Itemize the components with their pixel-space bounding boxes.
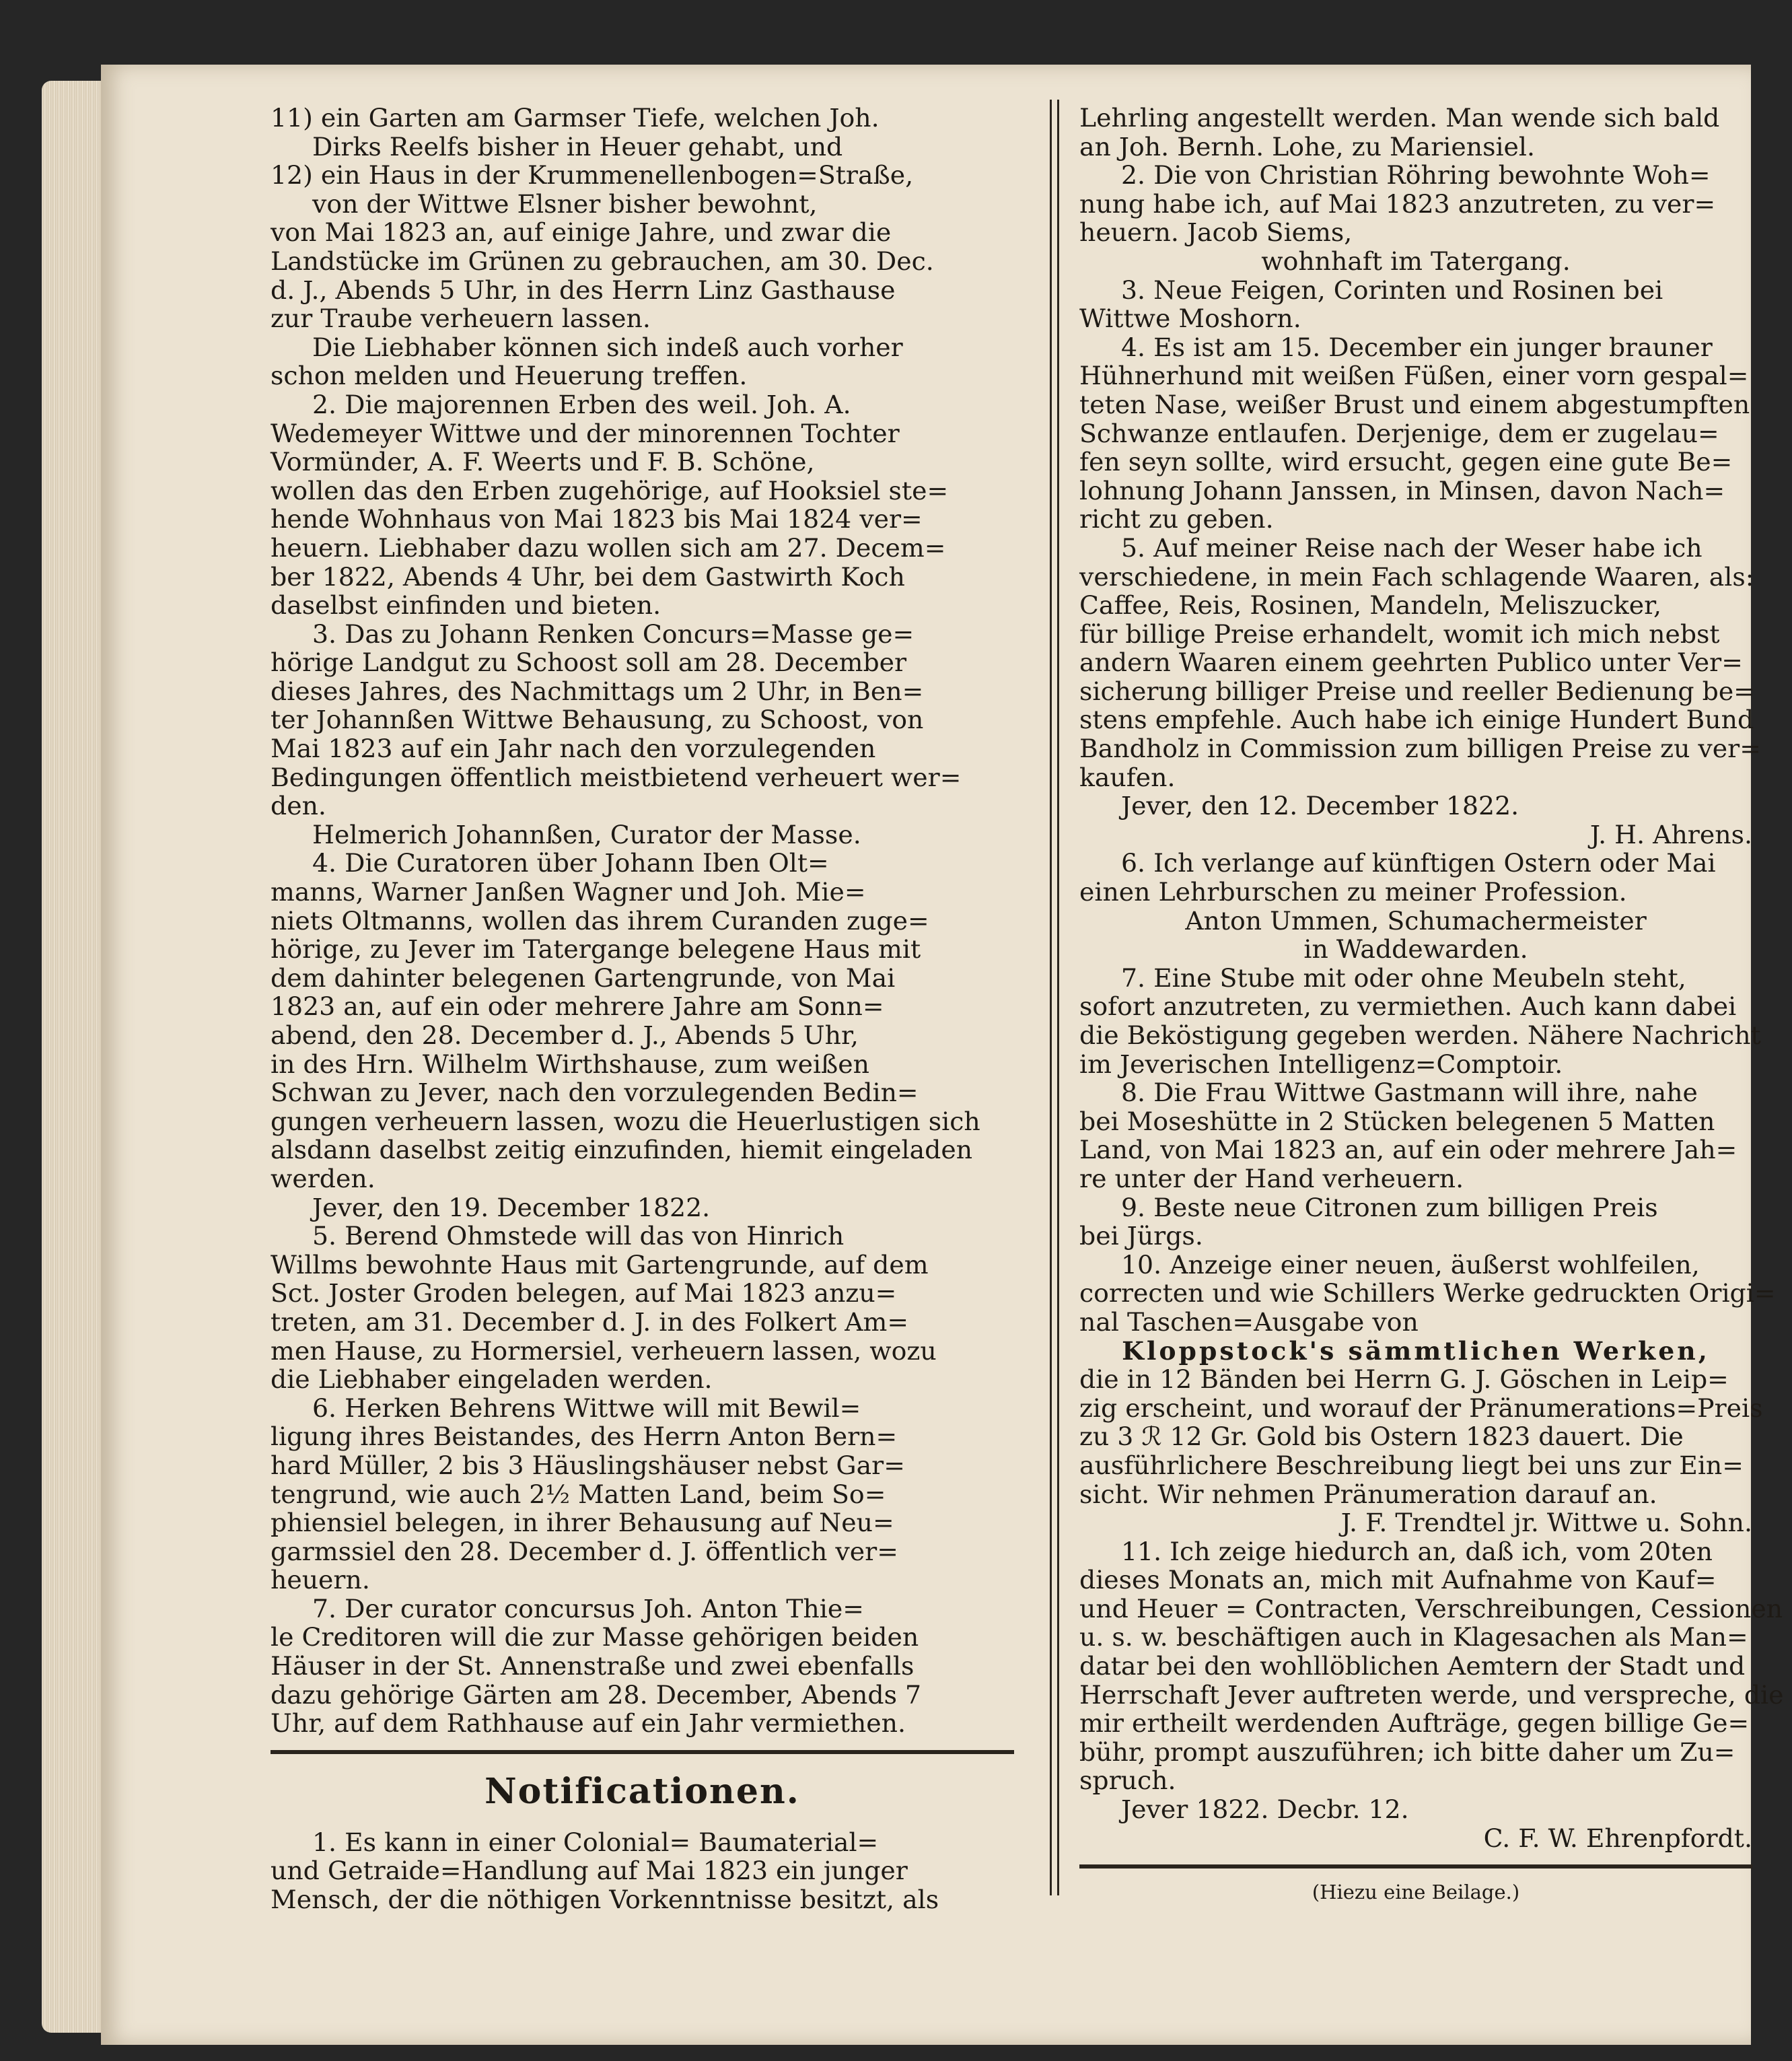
text-line: manns, Warner Janßen Wagner und Joh. Mie= <box>271 877 866 907</box>
text-line: spruch. <box>1079 1766 1176 1796</box>
text-line: teten Nase, weißer Brust und einem abgestumpften <box>1079 389 1750 419</box>
text-line: sofort anzutreten, zu vermiethen. Auch kann dabei <box>1079 991 1737 1022</box>
section-heading: Notificationen. <box>485 1770 800 1812</box>
text-line: für billige Preise erhandelt, womit ich mich nebst <box>1079 619 1720 649</box>
text-line: abend, den 28. December d. J., Abends 5 Uhr, <box>271 1020 859 1050</box>
left-column <box>271 104 1014 1914</box>
text-line: dem dahinter belegenen Gartengrunde, von Mai <box>271 963 896 993</box>
text-line: 2. Die von Christian Röhring bewohnte Woh= <box>1121 160 1711 190</box>
text-line: wohnhaft im Tatergang. <box>1261 246 1571 276</box>
text-line: Schwanze entlaufen. Derjenige, dem er zugelau= <box>1079 418 1719 448</box>
text-line: von Mai 1823 an, auf einige Jahre, und zwar die <box>271 217 892 248</box>
text-line: 7. Eine Stube mit oder ohne Meubeln steht, <box>1121 963 1686 993</box>
text-line: verschiedene, in mein Fach schlagende Waaren, als: <box>1079 561 1754 592</box>
text-line: nal Taschen=Ausgabe von <box>1079 1306 1419 1337</box>
text-line: Häuser in der St. Annenstraße und zwei ebenfalls <box>271 1651 915 1681</box>
text-line: die Beköstigung gegeben werden. Nähere Nachricht <box>1079 1020 1761 1050</box>
text-line: correcten und wie Schillers Werke gedruckten Origi= <box>1079 1278 1776 1308</box>
text-line: sicht. Wir nehmen Pränumeration darauf an. <box>1079 1479 1657 1509</box>
text-line: Hühnerhund mit weißen Füßen, einer vorn gespal= <box>1079 361 1749 391</box>
text-line: fen seyn sollte, wird ersucht, gegen eine gute Be= <box>1079 447 1733 477</box>
column-divider <box>1050 100 1059 1895</box>
text-line: zig erscheint, und worauf der Pränumerations=Preis <box>1079 1393 1763 1423</box>
text-line: Anton Ummen, Schumachermeister <box>1185 905 1647 936</box>
text-line: hard Müller, 2 bis 3 Häuslingshäuser nebst Gar= <box>271 1450 905 1480</box>
text-line: in des Hrn. Wilhelm Wirthshause, zum weißen <box>271 1049 869 1079</box>
text-line: in Waddewarden. <box>1303 934 1528 965</box>
text-line: 2. Die majorennen Erben des weil. Joh. A. <box>312 389 851 419</box>
text-line: d. J., Abends 5 Uhr, in des Herrn Linz Gasthause <box>271 275 896 305</box>
text-line: Sct. Joster Groden belegen, auf Mai 1823 anzu= <box>271 1278 897 1308</box>
text-line: stens empfehle. Auch habe ich einige Hundert Bund <box>1079 705 1754 735</box>
text-line: Wedemeyer Wittwe und der minorennen Tochter <box>271 418 900 448</box>
text-line: wollen das den Erben zugehörige, auf Hooksiel ste= <box>271 475 949 505</box>
text-line: von der Wittwe Elsner bisher bewohnt, <box>312 188 818 219</box>
text-line: dieses Jahres, des Nachmittags um 2 Uhr, in Ben= <box>271 676 924 706</box>
text-line: lohnung Johann Janssen, in Minsen, davon Nach= <box>1079 475 1725 505</box>
text-line: heuern. <box>271 1565 370 1595</box>
text-line: alsdann daselbst zeitig einzufinden, hiemit eingeladen <box>271 1135 973 1165</box>
text-line: 4. Die Curatoren über Johann Iben Olt= <box>312 848 829 878</box>
text-line: Mensch, der die nöthigen Vorkenntnisse besitzt, als <box>271 1885 939 1915</box>
right-column <box>1079 103 1784 1907</box>
text-line: nung habe ich, auf Mai 1823 anzutreten, zu ver= <box>1079 188 1716 219</box>
left-column-text-a <box>271 104 1014 1738</box>
text-line: kaufen. <box>1079 762 1176 792</box>
text-line: Caffee, Reis, Rosinen, Mandeln, Meliszucker, <box>1079 590 1662 621</box>
text-line: heuern. Liebhaber dazu wollen sich am 27. Decem= <box>271 532 946 563</box>
text-line: Lehrling angestellt werden. Man wende sich bald <box>1079 103 1720 133</box>
text-line: mir ertheilt werdenden Aufträge, gegen billige Ge= <box>1079 1708 1750 1739</box>
text-line: zur Traube verheuern lassen. <box>271 304 651 334</box>
text-line: ligung ihres Beistandes, des Herrn Anton Bern= <box>271 1422 898 1452</box>
text-line: die in 12 Bänden bei Herrn G. J. Göschen in Leip= <box>1079 1364 1729 1395</box>
text-line: an Joh. Bernh. Lohe, zu Mariensiel. <box>1079 131 1536 162</box>
text-line: J. F. Trendtel jr. Wittwe u. Sohn. <box>1340 1508 1752 1538</box>
text-line: dieses Monats an, mich mit Aufnahme von Kauf= <box>1079 1565 1717 1595</box>
right-column-text-a <box>1079 103 1784 1853</box>
left-column-text-b <box>271 1828 1014 1914</box>
text-line: 11) ein Garten am Garmser Tiefe, welchen Joh. <box>271 103 880 133</box>
text-line: im Jeverischen Intelligenz=Comptoir. <box>1079 1049 1563 1079</box>
text-line: 6. Herken Behrens Wittwe will mit Bewil= <box>312 1393 861 1423</box>
text-line: bühr, prompt auszuführen; ich bitte daher um Zu= <box>1079 1737 1735 1767</box>
text-line: ber 1822, Abends 4 Uhr, bei dem Gastwirth Koch <box>271 561 905 592</box>
text-line: tengrund, wie auch 2½ Matten Land, beim So= <box>271 1479 886 1509</box>
text-line: C. F. W. Ehrenpfordt. <box>1483 1823 1752 1853</box>
text-line: Schwan zu Jever, nach den vorzulegenden Bedin= <box>271 1078 919 1108</box>
text-line: die Liebhaber eingeladen werden. <box>271 1364 713 1395</box>
text-line: 4. Es ist am 15. December ein junger brauner <box>1121 332 1713 362</box>
text-line: Willms bewohnte Haus mit Gartengrunde, auf dem <box>271 1249 929 1280</box>
text-line: 7. Der curator concursus Joh. Anton Thie= <box>312 1593 864 1623</box>
text-line: und Getraide=Handlung auf Mai 1823 ein junger <box>271 1856 908 1886</box>
text-line: le Creditoren will die zur Masse gehörigen beiden <box>271 1622 919 1652</box>
bottom-rule <box>1079 1864 1752 1868</box>
text-line: werden. <box>271 1163 375 1193</box>
text-line: zu 3 ℛ 12 Gr. Gold bis Ostern 1823 dauert. Die <box>1079 1422 1684 1452</box>
text-line: den. <box>271 791 326 821</box>
text-line: 6. Ich verlange auf künftigen Ostern oder Mai <box>1121 848 1716 878</box>
text-line: daselbst einfinden und bieten. <box>271 590 661 621</box>
text-line: 3. Neue Feigen, Corinten und Rosinen bei <box>1121 275 1663 305</box>
text-line: einen Lehrburschen zu meiner Profession. <box>1079 877 1627 907</box>
text-line: bei Jürgs. <box>1079 1221 1203 1251</box>
text-line: Wittwe Moshorn. <box>1079 304 1301 334</box>
text-line: Jever, den 12. December 1822. <box>1121 791 1519 821</box>
text-line: hörige Landgut zu Schoost soll am 28. December <box>271 648 907 678</box>
section-rule <box>271 1750 1014 1754</box>
text-line: treten, am 31. December d. J. in des Folkert Am= <box>271 1306 909 1337</box>
text-line: Bedingungen öffentlich meistbietend verheuert wer= <box>271 762 962 792</box>
text-line: 1. Es kann in einer Colonial= Baumaterial= <box>312 1827 879 1857</box>
text-line: re unter der Hand verheuern. <box>1079 1163 1464 1193</box>
text-line: Land, von Mai 1823 an, auf ein oder mehrere Jah= <box>1079 1135 1737 1165</box>
text-line: Jever 1822. Decbr. 12. <box>1121 1794 1409 1825</box>
text-line: Herrschaft Jever auftreten werde, und verspreche, die <box>1079 1679 1784 1710</box>
footer-note: (Hiezu eine Beilage.) <box>1312 1881 1520 1904</box>
text-line: 8. Die Frau Wittwe Gastmann will ihre, nahe <box>1121 1078 1698 1108</box>
text-line: Dirks Reelfs bisher in Heuer gehabt, und <box>312 131 843 162</box>
text-line: dazu gehörige Gärten am 28. December, Abends 7 <box>271 1679 922 1710</box>
text-line: J. H. Ahrens. <box>1589 819 1752 849</box>
text-line: Die Liebhaber können sich indeß auch vorher <box>312 332 903 362</box>
text-line: datar bei den wohllöblichen Aemtern der Stadt und <box>1079 1651 1746 1681</box>
text-line: hende Wohnhaus von Mai 1823 bis Mai 1824 ver= <box>271 504 923 534</box>
text-line: Mai 1823 auf ein Jahr nach den vorzulegenden <box>271 734 876 764</box>
text-line: u. s. w. beschäftigen auch in Klagesachen als Man= <box>1079 1622 1748 1652</box>
text-line: Uhr, auf dem Rathhause auf ein Jahr vermiethen. <box>271 1708 906 1739</box>
text-line: andern Waaren einem geehrten Publico unter Ver= <box>1079 648 1743 678</box>
text-line: ausführlichere Beschreibung liegt bei uns zur Ein= <box>1079 1450 1744 1480</box>
text-line: gungen verheuern lassen, wozu die Heuerlustigen sich <box>271 1106 980 1136</box>
text-line: 11. Ich zeige hiedurch an, daß ich, vom 20ten <box>1121 1536 1713 1566</box>
text-line: heuern. Jacob Siems, <box>1079 217 1353 248</box>
text-line: 12) ein Haus in der Krummenellenbogen=Straße, <box>271 160 914 190</box>
text-line: niets Oltmanns, wollen das ihrem Curanden zuge= <box>271 905 929 936</box>
text-line: hörige, zu Jever im Tatergange belegene Haus mit <box>271 934 921 965</box>
text-line: garmssiel den 28. December d. J. öffentlich ver= <box>271 1536 898 1566</box>
text-line: sicherung billiger Preise und reeller Bedienung be= <box>1079 676 1755 706</box>
text-line: Kloppstock's sämmtlichen Werken, <box>1122 1335 1710 1366</box>
text-line: phiensiel belegen, in ihrer Behausung auf Neu= <box>271 1508 894 1538</box>
text-line: men Hause, zu Hormersiel, verheuern lassen, wozu <box>271 1335 937 1366</box>
text-line: 10. Anzeige einer neuen, äußerst wohlfeilen, <box>1121 1249 1700 1280</box>
text-line: Landstücke im Grünen zu gebrauchen, am 30. Dec. <box>271 246 934 276</box>
text-line: schon melden und Heuerung treffen. <box>271 361 748 391</box>
text-line: ter Johannßen Wittwe Behausung, zu Schoost, von <box>271 705 924 735</box>
text-line: 5. Berend Ohmstede will das von Hinrich <box>312 1221 845 1251</box>
text-line: Jever, den 19. December 1822. <box>312 1192 711 1222</box>
text-line: 9. Beste neue Citronen zum billigen Preis <box>1121 1192 1658 1222</box>
text-line: Bandholz in Commission zum billigen Preise zu ver= <box>1079 734 1761 764</box>
text-line: 1823 an, auf ein oder mehrere Jahre am Sonn= <box>271 991 884 1022</box>
text-line: 3. Das zu Johann Renken Concurs=Masse ge= <box>312 619 915 649</box>
text-line: bei Moseshütte in 2 Stücken belegenen 5 Matten <box>1079 1106 1715 1136</box>
text-line: 5. Auf meiner Reise nach der Weser habe ich <box>1121 532 1703 563</box>
text-line: Helmerich Johannßen, Curator der Masse. <box>312 819 861 849</box>
text-line: richt zu geben. <box>1079 504 1274 534</box>
text-line: und Heuer = Contracten, Verschreibungen, Cessionen <box>1079 1593 1783 1623</box>
text-line: Vormünder, A. F. Weerts und F. B. Schöne, <box>271 447 815 477</box>
